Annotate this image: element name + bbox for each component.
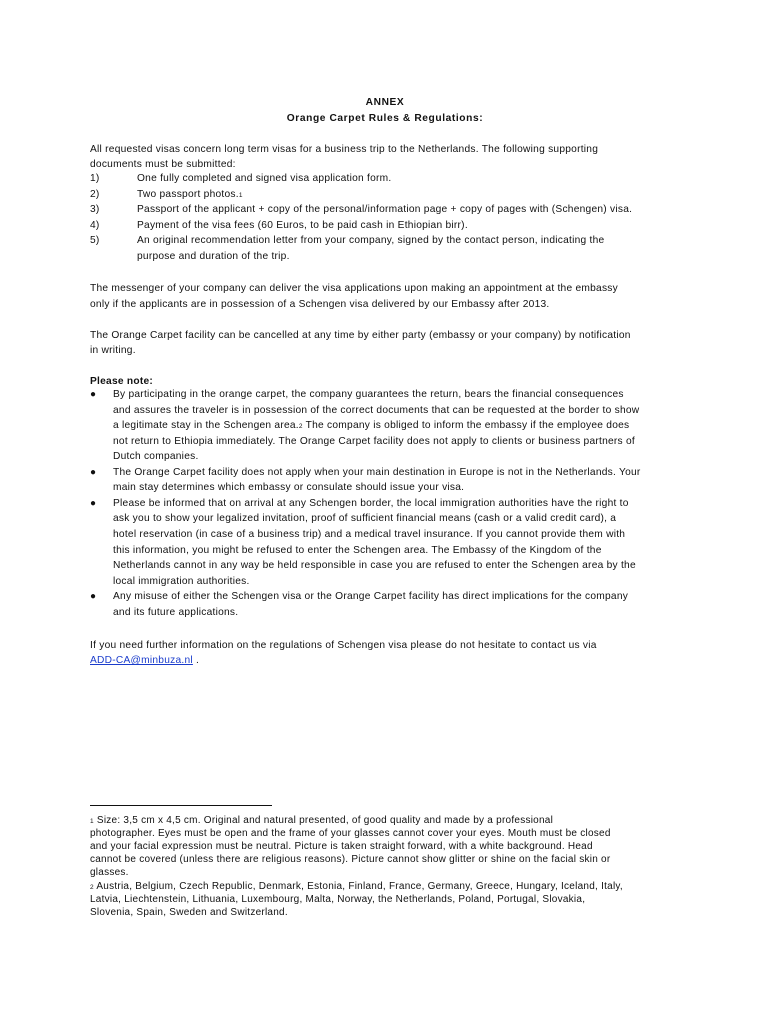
footnote-divider — [90, 805, 272, 806]
footnote-line: Slovenia, Spain, Sweden and Switzerland. — [90, 907, 288, 918]
messenger-paragraph: only if the applicants are in possession of a Schengen visa delivered by our Embassy after 2013. — [90, 299, 550, 310]
item-text — [137, 189, 243, 200]
note-text: ask you to show your legalized invitation, proof of sufficient financial means (cash or a valid credit card), a — [113, 513, 617, 524]
bullet-icon: ● — [90, 389, 97, 400]
footnote-mark: 2 — [90, 884, 94, 891]
item-number: 2) — [90, 189, 100, 200]
note-text: Dutch companies. — [113, 451, 199, 462]
note-text: and assures the traveler is in possession of the correct documents that can be requested at the border to show — [113, 405, 640, 416]
cancel-paragraph: The Orange Carpet facility can be cancelled at any time by either party (embassy or your company) by notification — [90, 330, 631, 341]
messenger-paragraph: The messenger of your company can deliver the visa applications upon making an appointment at the embassy — [90, 283, 618, 294]
bullet-icon: ● — [90, 467, 97, 478]
footnote-mark: 1 — [90, 818, 94, 825]
contact-paragraph — [90, 653, 199, 669]
document-title: Orange Carpet Rules & Regulations: — [286, 113, 484, 124]
annex-heading: ANNEX — [365, 97, 405, 108]
footnote-line: glasses. — [90, 867, 129, 878]
cancel-paragraph: in writing. — [90, 345, 136, 356]
note-text-content: a legitimate stay in the Schengen area. — [113, 420, 299, 431]
note-text-content: The company is obliged to inform the embassy if the employee does — [302, 420, 630, 431]
note-text: The Orange Carpet facility does not apply when your main destination in Europe is not in the Netherlands. Your — [113, 467, 641, 478]
item-number: 5) — [90, 235, 100, 246]
note-text — [113, 420, 629, 431]
footnote-text: Size: 3,5 cm x 4,5 cm. Original and natural presented, of good quality and made by a professional — [93, 815, 554, 826]
note-text: main stay determines which embassy or consulate should issue your visa. — [113, 482, 465, 493]
bullet-icon: ● — [90, 498, 97, 509]
note-text: local immigration authorities. — [113, 576, 250, 587]
item-text: Payment of the visa fees (60 Euros, to be paid cash in Ethiopian birr). — [137, 220, 468, 231]
item-text-content: Two passport photos. — [137, 189, 239, 200]
item-number: 1) — [90, 173, 100, 184]
note-text: and its future applications. — [113, 607, 239, 618]
item-text: An original recommendation letter from your company, signed by the contact person, indicating the — [137, 235, 605, 246]
note-text: hotel reservation (in case of a business trip) and a medical travel insurance. If you cannot provide them with — [113, 529, 626, 540]
footnote-line — [90, 814, 553, 828]
contact-trailing: . — [192, 655, 200, 666]
footnote-line: Latvia, Liechtenstein, Lithuania, Luxembourg, Malta, Norway, the Netherlands, Poland, Portugal, Slovakia, — [90, 894, 586, 905]
note-text: Any misuse of either the Schengen visa or the Orange Carpet facility has direct implications for the company — [113, 591, 629, 602]
note-text: this information, you might be refused to enter the Schengen area. The Embassy of the Kingdom of the — [113, 545, 602, 556]
note-text: By participating in the orange carpet, the company guarantees the return, bears the financial consequences — [113, 389, 624, 400]
item-number: 3) — [90, 204, 100, 215]
note-text: Please be informed that on arrival at any Schengen border, the local immigration authorities have the right to — [113, 498, 629, 509]
item-text: purpose and duration of the trip. — [137, 251, 290, 262]
email-link[interactable]: ADD-CA@minbuza.nl — [90, 655, 193, 666]
item-text: One fully completed and signed visa application form. — [137, 173, 392, 184]
note-text: not return to Ethiopia immediately. The Orange Carpet facility does not apply to clients or business partners of — [113, 436, 635, 447]
footnote-line: and your facial expression must be neutral. Picture is taken straight forward, with a white background. Head — [90, 841, 593, 852]
footnote-line: cannot be covered (unless there are religious reasons). Picture cannot show glitter or shine on the facial skin or — [90, 854, 611, 865]
footnote-ref: 2 — [298, 423, 303, 430]
note-text: Netherlands cannot in any way be held responsible in case you are refused to enter the Schengen area by the — [113, 560, 636, 571]
note-heading: Please note: — [90, 376, 154, 387]
item-text: Passport of the applicant + copy of the personal/information page + copy of pages with (Schengen) visa. — [137, 204, 633, 215]
contact-paragraph: If you need further information on the regulations of Schengen visa please do not hesitate to contact us via — [90, 640, 597, 651]
footnote-text: Austria, Belgium, Czech Republic, Denmark, Estonia, Finland, France, Germany, Greece, Hungary, Iceland, Italy, — [93, 881, 623, 892]
intro-line: All requested visas concern long term visas for a business trip to the Netherlands. The following supporting — [90, 144, 599, 155]
footnote-line: photographer. Eyes must be open and the frame of your glasses cannot cover your eyes. Mouth must be closed — [90, 828, 611, 839]
footnote-line — [90, 880, 623, 894]
item-number: 4) — [90, 220, 100, 231]
bullet-icon: ● — [90, 591, 97, 602]
intro-line: documents must be submitted: — [90, 159, 236, 170]
footnote-ref: 1 — [238, 192, 243, 199]
